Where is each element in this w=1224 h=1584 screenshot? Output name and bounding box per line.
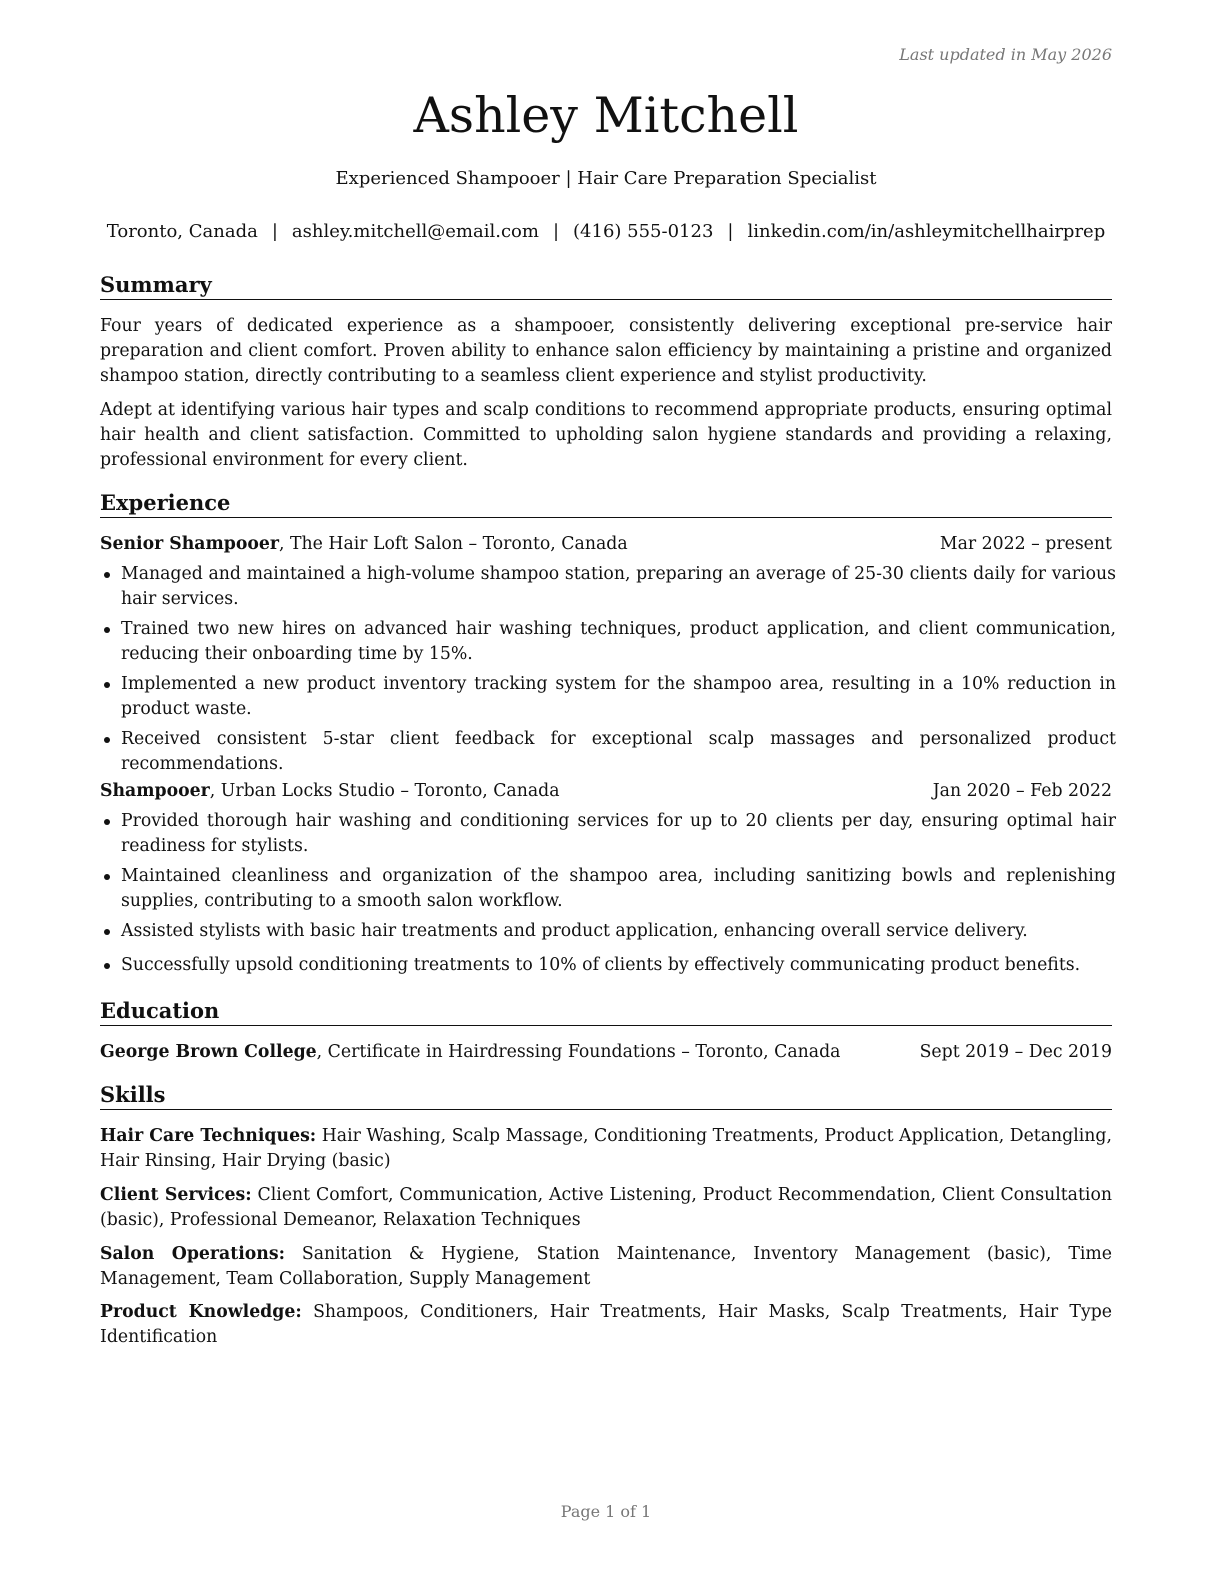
list-item: Maintained cleanliness and organization of the shampoo area, including sanitizing bowls and replenishing supplies, contributing to a smooth salon workflow. bbox=[100, 864, 1116, 914]
list-item: Provided thorough hair washing and conditioning services for up to 20 clients per day, ensuring optimal hair readiness for stylists. bbox=[100, 809, 1116, 859]
skill-category: Product Knowledge: bbox=[100, 1302, 302, 1322]
headline: Experienced Shampooer | Hair Care Preparation Specialist bbox=[335, 168, 877, 189]
job-role: Shampooer bbox=[100, 781, 210, 801]
contact-phone: (416) 555-0123 bbox=[573, 221, 714, 242]
skill-group bbox=[100, 1242, 1112, 1292]
contact-separator: | bbox=[727, 221, 734, 242]
contact-location: Toronto, Canada bbox=[106, 221, 258, 242]
skill-items: Shampoos, Conditioners, Hair Treatments, Hair Masks, Scalp Treatments, Hair Type Identification bbox=[100, 1302, 1112, 1347]
education-entry bbox=[100, 1040, 1112, 1065]
skill-group bbox=[100, 1124, 1112, 1174]
contact-line bbox=[60, 220, 1152, 244]
job-dates: Jan 2020 – Feb 2022 bbox=[932, 781, 1112, 801]
skill-items: Client Comfort, Communication, Active Listening, Product Recommendation, Client Consultation (basic), Professional Demeanor, Relaxation Techniques bbox=[100, 1185, 1112, 1230]
section-title-experience: Experience bbox=[100, 489, 1112, 518]
list-item: Assisted stylists with basic hair treatments and product application, enhancing overall service delivery. bbox=[100, 919, 1116, 944]
list-item: Managed and maintained a high-volume shampoo station, preparing an average of 25-30 clients daily for various hair services. bbox=[100, 562, 1116, 612]
section-title-education: Education bbox=[100, 997, 1112, 1026]
skill-items: Hair Washing, Scalp Massage, Conditioning Treatments, Product Application, Detangling, Hair Rinsing, Hair Drying (basic) bbox=[100, 1126, 1112, 1171]
skill-group bbox=[100, 1300, 1112, 1350]
job-bullets bbox=[100, 562, 1116, 782]
candidate-name: Ashley Mitchell bbox=[413, 87, 799, 144]
job-employer: , Urban Locks Studio – Toronto, Canada bbox=[209, 781, 560, 801]
skill-group bbox=[100, 1183, 1112, 1233]
summary-paragraph: Adept at identifying various hair types and scalp conditions to recommend appropriate products, ensuring optimal hair health and client satisfaction. Committed to upholding salon hygiene standards and providing a relaxing, professional environment for every client. bbox=[100, 400, 1112, 470]
job-header bbox=[100, 532, 1112, 557]
section-title-summary: Summary bbox=[100, 271, 1112, 300]
job-employer: , The Hair Loft Salon – Toronto, Canada bbox=[279, 534, 628, 554]
job-header bbox=[100, 779, 1112, 804]
contact-linkedin[interactable]: linkedin.com/in/ashleymitchellhairprep bbox=[747, 221, 1106, 242]
last-updated: Last updated in May 2026 bbox=[899, 45, 1112, 64]
contact-separator: | bbox=[271, 221, 278, 242]
skill-category: Client Services: bbox=[100, 1185, 252, 1205]
job-role: Senior Shampooer bbox=[100, 534, 280, 554]
contact-email[interactable]: ashley.mitchell@email.com bbox=[291, 221, 539, 242]
contact-separator: | bbox=[552, 221, 560, 242]
list-item: Trained two new hires on advanced hair washing techniques, product application, and client communication, reducing their onboarding time by 15%. bbox=[100, 617, 1116, 667]
skill-category: Hair Care Techniques: bbox=[100, 1126, 317, 1146]
skill-items: Sanitation & Hygiene, Station Maintenance, Inventory Management (basic), Time Management, Team Collaboration, Supply Management bbox=[100, 1244, 1113, 1289]
job-bullets bbox=[100, 809, 1116, 983]
list-item: Successfully upsold conditioning treatments to 10% of clients by effectively communicating product benefits. bbox=[100, 953, 1116, 978]
summary-paragraph: Four years of dedicated experience as a shampooer, consistently delivering exceptional pre-service hair preparation and client comfort. Proven ability to enhance salon efficiency by maintaining a pristine and organized shampoo station, directly contributing to a seamless client experience and stylist productivity. bbox=[100, 316, 1112, 386]
page-number: Page 1 of 1 bbox=[560, 1502, 652, 1521]
list-item: Received consistent 5-star client feedback for exceptional scalp massages and personalized product recommendations. bbox=[100, 727, 1116, 777]
education-detail: , Certificate in Hairdressing Foundations – Toronto, Canada bbox=[316, 1042, 841, 1062]
skill-category: Salon Operations: bbox=[100, 1244, 285, 1264]
list-item: Implemented a new product inventory tracking system for the shampoo area, resulting in a 10% reduction in product waste. bbox=[100, 672, 1116, 722]
resume-page bbox=[100, 0, 1116, 1584]
education-school: George Brown College bbox=[100, 1042, 317, 1062]
education-dates: Sept 2019 – Dec 2019 bbox=[919, 1042, 1112, 1062]
job-dates: Mar 2022 – present bbox=[939, 534, 1112, 554]
section-title-skills: Skills bbox=[100, 1081, 1112, 1110]
